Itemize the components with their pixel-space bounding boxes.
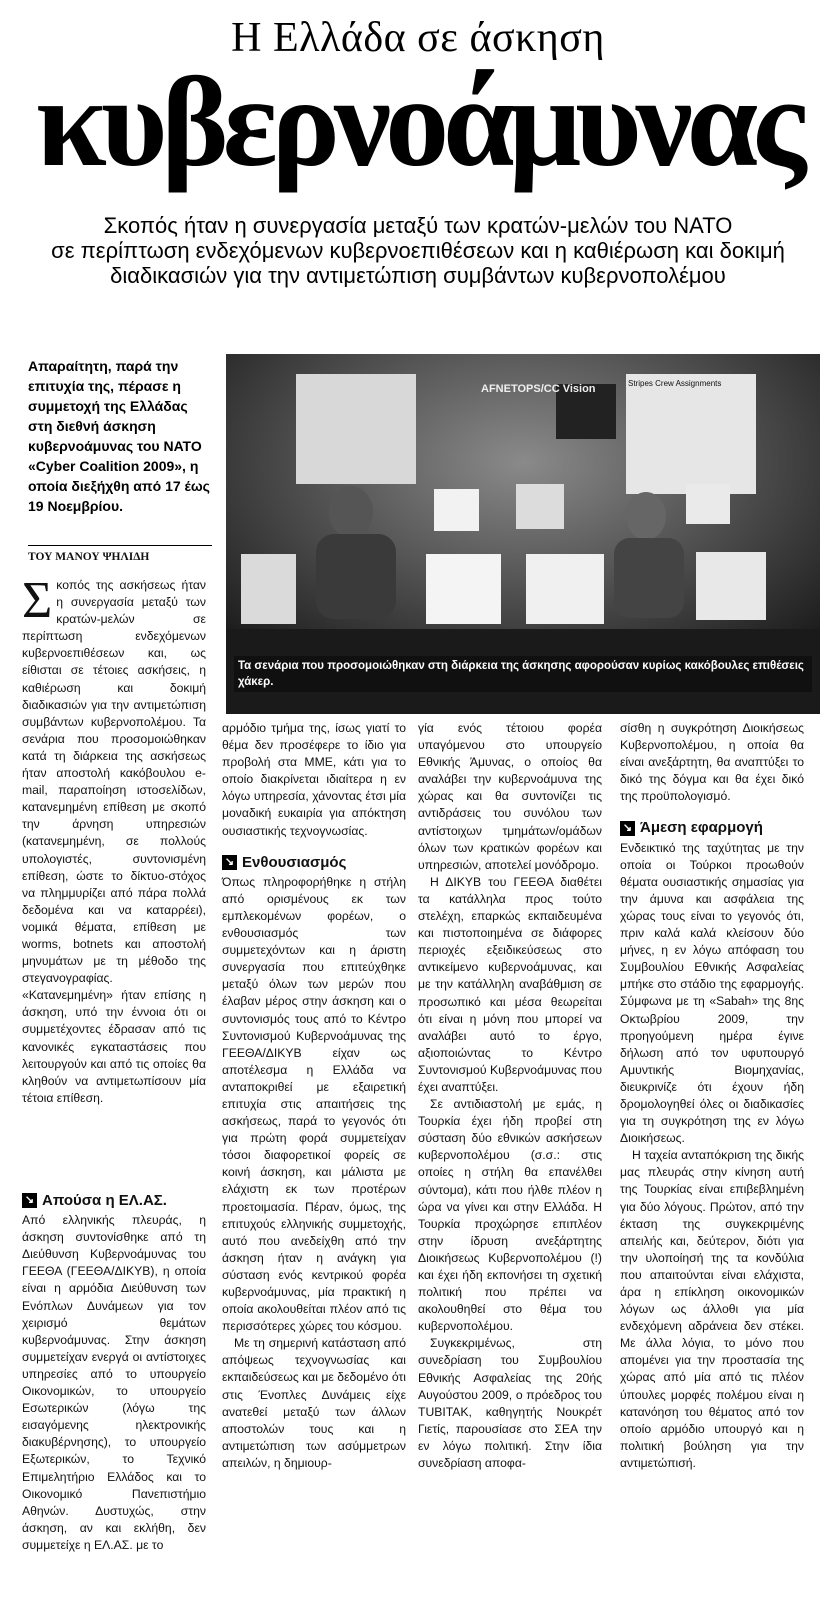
wall-screen-left	[296, 374, 416, 484]
monitor	[434, 489, 479, 531]
person-right	[626, 492, 666, 540]
screen-label: AFNETOPS/CC Vision	[481, 383, 596, 395]
person-left	[329, 486, 373, 538]
dropcap: Σ	[22, 572, 53, 629]
paragraph: σίσθη η συγκρότηση Διοικήσεως Κυβερνοπολέμου, η οποία θα είναι ανεξάρτητη, θα αναπτύξει το δικό της δόγμα και θα έχει δικό της προϋπολογισμό.	[620, 721, 804, 804]
article-photo	[226, 354, 820, 714]
paragraph: Από ελληνικής πλευράς, η άσκηση συντονίσθηκε από τη Διεύθυνση Κυβερνοάμυνας του ΓΕΕΘΑ (ΓΕΕΘΑ/ΔΙΚΥΒ), η οποία είναι η αρμόδια Διεύθυνση των Ενόπλων Δυνάμεων για τον χειρισμό θεμάτων κυβερνοάμυνας. Στην άσκηση συμμετείχαν ενεργά οι αντίστοιχες υπηρεσίες από το υπουργείο Οικονομικών, το υπουργείο Εσωτερικών (λόγω της εισαγόμενης ηλεκτρονικής διακυβέρνησης), το υπουργείο Εξωτερικών, το Τεχνικό Επιμελητήριο Ελλάδος και το Οικονομικό Πανεπιστήμιο Αθηνών. Δυστυχώς, στην άσκηση, αν και εκλήθη, δεν συμμετείχε η ΕΛ.ΑΣ. με το	[22, 1213, 206, 1552]
paragraph: Συγκεκριμένως, στη συνεδρίαση του Συμβουλίου Εθνικής Ασφαλείας της 20ής Αυγούστου 2009, ο πρόεδρος του TUBITAK, καθηγητής Νουκρέτ Γιετίς, παρουσίασε στο ΣΕΑ την εν λόγω πολιτική. Στην ίδια συνεδρίαση αποφα-	[418, 1336, 602, 1471]
kicker-title: Η Ελλάδα σε άσκηση	[231, 15, 605, 61]
paragraph: Με τη σημερινή κατάσταση από απόψεως τεχνογνωσίας και εκπαιδεύσεως και με δεδομένο ότι στις Ένοπλες Δυνάμεις είχε ανατεθεί μεταξύ των άλλων αποστολών τους και η αντιμετώπιση των ασύμμετρων απειλών, η δημιουρ-	[222, 1336, 406, 1470]
column-1-top	[22, 572, 206, 1107]
arrow-icon: ↘	[222, 855, 237, 870]
subhead-line-1: Σκοπός ήταν η συνεργασία μεταξύ των κρατών-μελών του ΝΑΤΟ	[103, 213, 733, 238]
monitor	[696, 552, 766, 620]
subhead-line-3: διαδικασιών για την αντιμετώπιση συμβάντων κυβερνοπολέμου	[110, 263, 726, 288]
section-heading-absent: ↘ Απούσα η ΕΛ.ΑΣ.	[22, 1192, 206, 1209]
paragraph: κοπός της ασκήσεως ήταν η συνεργασία μεταξύ των κρατών-μελών σε περίπτωση ενδεχόμενων κυβερνοεπιθέσεων και, ως είθισται σε τέτοιες ασκήσεις, η καθιέρωση και δοκιμή διαδικασιών για την αντιμετώπιση συμβάντων κυβερνοπολέμου. Τα σενάρια που προσομοιώθηκαν κατά τη διάρκεια της ασκήσεως ήταν αποστολή κακόβουλου e-mail, παραποίηση ιστοσελίδων, κατανεμημένη επίθεση με σκοπό την άρνηση υπηρεσιών (κατανεμημένη, σε πολλούς υπολογιστές, συντονισμένη επίθεση, ώστε το δίκτυο-στόχος να πλημμυρίζει από πάρα πολλά δεδομένα και να καταρρέει), νομικά θέματα, επίθεση με worms, botnets και αποστολή μηνυμάτων με τη μέθοδο της στεγανογραφίας. «Κατανεμημένη» ήταν επίσης η άσκηση, υπό την έννοια ότι οι συμμετέχοντες έδρασαν από τις κανονικές εγκαταστάσεις που λειτουργούν και από τις οποίες θα κληθούν να αντιμετωπίσουν μία τέτοια επίθεση.	[22, 578, 206, 1105]
paragraph: γία ενός τέτοιου φορέα υπαγόμενου στο υπουργείο Εθνικής Άμυνας, ο οποίος θα αναλάβει την κυβερνοάμυνα της χώρας και θα συντονίζει τις αντιδράσεις του συνόλου των αντίστοιχων τμημάτων/ομάδων όλων των κρατικών φορέων και υπηρεσιών, αποτελεί μονόδρομο.	[418, 721, 602, 872]
person-right	[614, 538, 684, 618]
headline: κυβερνοάμυνας	[35, 51, 801, 193]
lead-paragraph: Απαραίτητη, παρά την επιτυχία της, πέρασε η συμμετοχή της Ελλάδας στη διεθνή άσκηση κυβερνοάμυνας του ΝΑΤΟ «Cyber Coalition 2009», η οποία διεξήχθη από 17 έως 19 Νοεμβρίου.	[28, 358, 210, 514]
paragraph: αρμόδιο τμήμα της, ίσως γιατί το θέμα δεν προσέφερε το ίδιο για προβολή στα ΜΜΕ, κάτι για το οποίο διακρίνεται ιδιαίτερα η εν λόγω υπηρεσία, χάνοντας έτσι μία μοναδική ευκαιρία για απόκτηση ουσιαστικής τεχνογνωσίας.	[222, 721, 406, 838]
person-left	[316, 534, 396, 619]
monitor	[426, 554, 501, 624]
subhead-line-2: σε περίπτωση ενδεχόμενων κυβερνοεπιθέσεων και η καθιέρωση και δοκιμή	[51, 238, 785, 263]
monitor	[526, 554, 604, 624]
board-label: Stripes Crew Assignments	[628, 379, 722, 388]
paragraph: Σε αντιδιαστολή με εμάς, η Τουρκία έχει ήδη προβεί στη σύσταση δύο εθνικών ασκήσεων κυβερνοπολέμου (σ.σ.: στις οποίες η στήλη θα επανέλθει σύντομα), κάτι που ήλθε πλέον η ώρα να γίνει και στην Ελλάδα. Η Τουρκία προχώρησε επιπλέον στην ίδρυση ανεξάρτητης Διοικήσεως Κυβερνοπολέμου (!) και έχει ήδη εκπονήσει τη σχετική πολιτική που πρέπει να ακολουθηθεί στο θέμα του κυβερνοπολέμου.	[418, 1097, 602, 1334]
monitor	[686, 484, 730, 524]
column-1-bottom	[22, 1178, 206, 1554]
column-2	[222, 720, 406, 1472]
paragraph: Όπως πληροφορήθηκε η στήλη από ορισμένους εκ των εμπλεκομένων φορέων, ο ενθουσιασμός των συμμετεχόντων και η άριστη συνεργασία που επιτεύχθηκε μεταξύ όλων των μερών που έλαβαν μέρος στην άσκηση και ο συντονισμός τους από το Κέντρο Συντονισμού Κυβερνοάμυνας της ΓΕΕΘΑ/ΔΙΚΥΒ είχαν ως αποτέλεσμα η Ελλάδα να ανταποκριθεί με εξαιρετική επιτυχία στις απαιτήσεις της ασκήσεως, παρά το γεγονός ότι για πρώτη φορά συμμετείχαν τόσοι διαφορετικοί φορείς σε κοινή άσκηση, και μάλιστα με ελάχιστη εκ των προτέρων προετοιμασία. Πέραν, όμως, της επιτυχούς ελληνικής συμμετοχής, αυτό που ανεδείχθη από την άσκηση ήταν η ανάγκη για σύσταση ενός κεντρικού φορέα κυβερνοάμυνας, μία πρακτική η οποία ακολουθείται πλέον από τις περισσότερες χώρες του κόσμου.	[222, 874, 406, 1334]
monitor	[516, 484, 564, 529]
arrow-icon: ↘	[620, 821, 635, 836]
column-3	[418, 720, 602, 1472]
subheadline	[40, 213, 796, 288]
monitor	[241, 554, 296, 624]
arrow-icon: ↘	[22, 1193, 37, 1208]
section-heading-immediate: ↘ Άμεση εφαρμογή	[620, 819, 804, 836]
paragraph: Η ΔΙΚΥΒ του ΓΕΕΘΑ διαθέτει τα κατάλληλα προς τούτο στελέχη, επαρκώς εκπαιδευμένα και πιστοποιημένα σε διάφορες περιοχές εξειδικεύσεως στο αντικείμενο κυβερνοάμυνας, και με την κατάλληλη αναβάθμιση σε προσωπικό και μέσα θεωρείται ότι είναι η μόνη που μπορεί να αναλάβει αυτό το έργο, αξιοποιώντας το Κέντρο Συντονισμού Κυβερνοάμυνας που έχει αναπτύξει.	[418, 874, 602, 1094]
byline: ΤΟΥ ΜΑΝΟΥ ΨΗΛΙΔΗ	[28, 545, 212, 563]
section-heading-enthusiasm: ↘ Ενθουσιασμός	[222, 854, 406, 871]
paragraph: Ενδεικτικό της ταχύτητας με την οποία οι Τούρκοι προωθούν θέματα ουσιαστικής σημασίας για την άμυνα και ασφάλεια της χώρας τους είναι το γεγονός ότι, πριν καλά καλά κλείσουν δύο μήνες, η εν λόγω απόφαση του Συμβουλίου Εθνικής Ασφαλείας μπήκε στο στάδιο της εφαρμογής. Σύμφωνα με τη «Sabah» της 8ης Οκτωβρίου 2009, την προηγούμενη ημέρα έγινε δήλωση από τον υφυπουργό Αμυντικής Βιομηχανίας, διευκρινίζε ότι έχουν ήδη δρομολογηθεί όλες οι διαδικασίες για τη συγκρότηση της εν λόγω Διοικήσεως.	[620, 840, 804, 1146]
wall-screen-right	[626, 374, 756, 494]
column-4	[620, 720, 804, 1472]
paragraph: Η ταχεία ανταπόκριση της δικής μας πλευράς στην κίνηση αυτή της Τουρκίας είναι επιβεβλημένη για δύο λόγους. Πρώτον, από την έκταση της συγκεκριμένης απειλής και, δεύτερον, διότι για την υλοποίησή της τα κονδύλια που απαιτούνται είναι ελάχιστα, άρα η επίκληση οικονομικών λόγων ως άλλοθι για μία ενδεχόμενη αδράνεια δεν στέκει. Με άλλα λόγια, το μόνο που απομένει για την προστασία της χώρας από μία από τις πλέον ύπουλες μορφές πολέμου είναι η κατανόηση του θέματος από τον οποίο αρμόδιο υπουργό και η πολιτική βούληση για την αντιμετώπισή.	[620, 1148, 804, 1470]
photo-caption: Τα σενάρια που προσομοιώθηκαν στη διάρκεια της άσκησης αφορούσαν κυρίως κακόβουλες επιθέσεις χάκερ.	[234, 656, 812, 692]
